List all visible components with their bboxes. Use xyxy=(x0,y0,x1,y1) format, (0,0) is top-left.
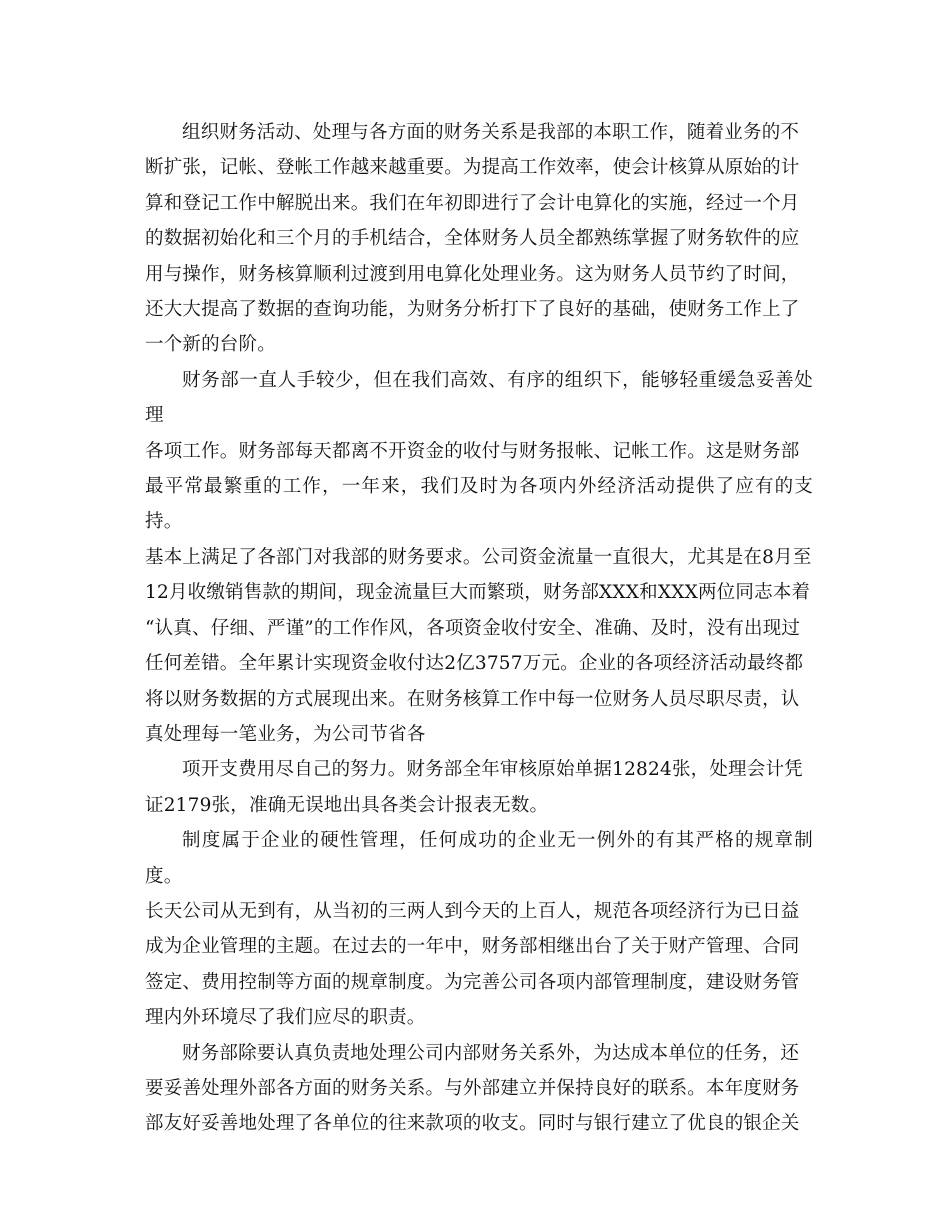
paragraph-5: 财务部除要认真负责地处理公司内部财务关系外，为达成本单位的任务，还 要妥善处理外部各方面的财务关系。与外部建立并保持良好的联系。本年度财务 部友好妥善地处理了各单位的往来款项的收支。同时与银行建立了优良的银企关 xyxy=(145,1042,800,1135)
paragraph-4: 制度属于企业的硬性管理，任何成功的企业无一例外的有其严格的规章制度。 长天公司从无到有，从当初的三两人到今天的上百人，规范各项经济行为已日益 成为企业管理的主题。在过去的一年中，财务部相继出台了关于财产管理、合同 签定、费用控制等方面的规章制度。为完善公司各项内部管理制度，建设财务管 理内外环境尽了我们应尽的职责。 xyxy=(145,830,813,1029)
document-body xyxy=(145,115,813,1142)
paragraph-3: 项开支费用尽自己的努力。财务部全年审核原始单据12824张，处理会计凭 证2179张，准确无误地出具各类会计报表无数。 xyxy=(145,759,803,816)
paragraph-2: 财务部一直人手较少，但在我们高效、有序的组织下，能够轻重缓急妥善处理 各项工作。财务部每天都离不开资金的收付与财务报帐、记帐工作。这是财务部 最平常最繁重的工作，一年来，我们及时为各项内外经济活动提供了应有的支持。 基本上满足了各部门对我部的财务要求。公司资金流量一直很大，尤其是在8月至 12月收缴销售款的期间，现金流量巨大而繁琐，财务部XXX和XXX两位同志本着 “认真、仔细、严谨”的工作作风，各项资金收付安全、准确、及时，没有出现过 任何差错。全年累计实现资金收付达2亿3757万元。企业的各项经济活动最终都 将以财务数据的方式展现出来。在财务核算工作中每一位财务人员尽职尽责，认 真处理每一笔业务，为公司节省各 xyxy=(145,369,813,745)
paragraph-1: 组织财务活动、处理与各方面的财务关系是我部的本职工作，随着业务的不 断扩张，记帐、登帐工作越来越重要。为提高工作效率，使会计核算从原始的计 算和登记工作中解脱出来。我们在年初即进行了会计电算化的实施，经过一个月 的数据初始化和三个月的手机结合，全体财务人员全都熟练掌握了财务软件的应 用与操作，财务核算顺利过渡到用电算化处理业务。这为财务人员节约了时间， 还大大提高了数据的查询功能，为财务分析打下了良好的基础，使财务工作上了 一个新的台阶。 xyxy=(145,122,800,356)
